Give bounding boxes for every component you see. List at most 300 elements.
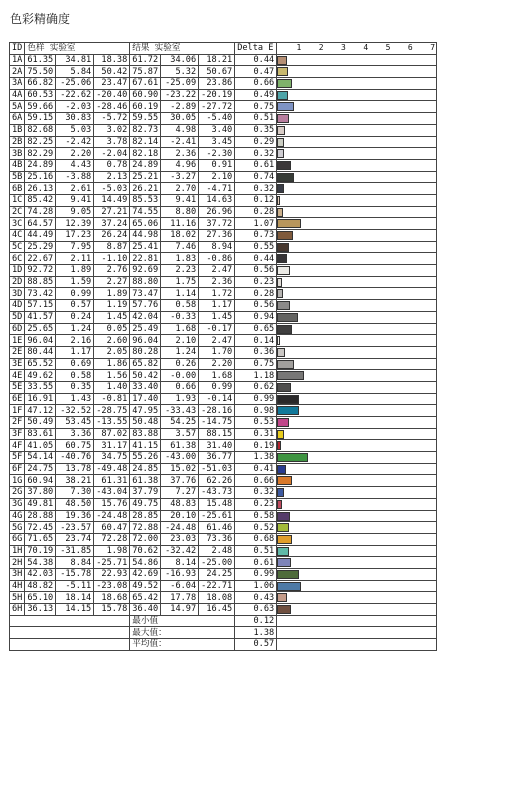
result-lab-a: -43.00 [161,452,199,464]
result-lab-l: 44.98 [130,230,161,242]
result-lab-l: 82.18 [130,148,161,160]
sample-lab-b: -0.81 [94,393,130,405]
row-id: 2G [10,487,25,499]
result-lab-a: 20.10 [161,510,199,522]
sample-lab-l: 65.52 [25,358,56,370]
delta-e-bar-cell [277,101,437,113]
delta-e-bar [277,208,283,217]
sample-lab-a: 4.43 [56,159,94,171]
result-lab-l: 49.75 [130,498,161,510]
result-lab-a: 1.75 [161,276,199,288]
delta-e-bar [277,371,303,380]
result-lab-a: 1.83 [161,253,199,265]
delta-e-value: 0.65 [235,323,277,335]
result-lab-b: 14.63 [199,194,235,206]
row-id: 6B [10,183,25,195]
delta-e-value: 0.12 [235,194,277,206]
result-lab-a: 61.38 [161,440,199,452]
delta-e-value: 0.28 [235,288,277,300]
axis-tick-6: 6 [407,43,413,52]
delta-e-bar-cell [277,592,437,604]
row-id: 1B [10,124,25,136]
delta-e-value: 0.61 [235,557,277,569]
sample-lab-a: 2.16 [56,335,94,347]
delta-e-bar [277,114,288,123]
delta-e-bar-cell [277,533,437,545]
sample-lab-a: 2.61 [56,183,94,195]
result-lab-l: 36.40 [130,604,161,616]
delta-e-bar [277,418,289,427]
result-lab-b: 23.86 [199,78,235,90]
sample-lab-b: 1.98 [94,545,130,557]
sample-lab-b: -1.10 [94,253,130,265]
sample-lab-a: 9.05 [56,206,94,218]
sample-lab-a: 1.89 [56,265,94,277]
table-row [10,300,437,312]
header-row [10,43,437,55]
table-row [10,183,437,195]
sample-lab-b: 18.68 [94,592,130,604]
header-sample: 色样 实验室 [25,43,130,55]
delta-e-bar [277,173,293,182]
table-row [10,510,437,522]
row-id: 6C [10,253,25,265]
sample-lab-b: -2.04 [94,148,130,160]
sample-lab-l: 65.10 [25,592,56,604]
result-lab-a: -0.00 [161,370,199,382]
sample-lab-b: 72.28 [94,533,130,545]
sample-lab-l: 25.65 [25,323,56,335]
delta-e-value: 1.38 [235,452,277,464]
sample-lab-l: 80.44 [25,346,56,358]
result-lab-b: 0.99 [199,381,235,393]
result-lab-b: 88.15 [199,428,235,440]
summary-blank [10,639,130,651]
result-lab-b: 0.91 [199,159,235,171]
table-row [10,159,437,171]
sample-lab-b: 2.13 [94,171,130,183]
result-lab-b: 37.72 [199,218,235,230]
delta-e-value: 0.36 [235,346,277,358]
delta-e-value: 0.19 [235,440,277,452]
table-row [10,206,437,218]
result-lab-l: 83.88 [130,428,161,440]
table-row [10,498,437,510]
sample-lab-a: 38.21 [56,475,94,487]
result-lab-a: 0.66 [161,381,199,393]
result-lab-l: 57.76 [130,300,161,312]
sample-lab-a: -25.06 [56,78,94,90]
result-lab-b: 3.40 [199,124,235,136]
result-lab-a: 34.06 [161,54,199,66]
sample-lab-a: 19.36 [56,510,94,522]
sample-lab-l: 41.05 [25,440,56,452]
sample-lab-a: 0.57 [56,300,94,312]
table-row [10,557,437,569]
result-lab-b: -22.71 [199,580,235,592]
sample-lab-a: 30.83 [56,113,94,125]
delta-e-bar-cell [277,370,437,382]
sample-lab-a: 3.36 [56,428,94,440]
sample-lab-a: -15.78 [56,568,94,580]
sample-lab-b: 2.76 [94,265,130,277]
sample-lab-a: 60.75 [56,440,94,452]
result-lab-b: 36.77 [199,452,235,464]
delta-e-bar-cell [277,463,437,475]
axis-tick-4: 4 [363,43,369,52]
row-id: 2E [10,346,25,358]
delta-e-bar [277,430,284,439]
delta-e-bar-cell [277,428,437,440]
row-id: 4H [10,580,25,592]
sample-lab-l: 96.04 [25,335,56,347]
result-lab-b: -4.71 [199,183,235,195]
delta-e-bar-cell [277,113,437,125]
table-row [10,440,437,452]
sample-lab-a: 1.17 [56,346,94,358]
result-lab-l: 65.06 [130,218,161,230]
result-lab-a: -16.93 [161,568,199,580]
sample-lab-a: -31.85 [56,545,94,557]
summary-row [10,639,437,651]
result-lab-l: 42.69 [130,568,161,580]
delta-e-value: 0.55 [235,241,277,253]
sample-lab-l: 59.15 [25,113,56,125]
sample-lab-l: 33.55 [25,381,56,393]
delta-e-bar-cell [277,136,437,148]
sample-lab-b: 1.40 [94,381,130,393]
result-lab-l: 60.90 [130,89,161,101]
delta-e-value: 0.32 [235,183,277,195]
summary-blank [10,627,130,639]
sample-lab-b: 22.93 [94,568,130,580]
result-lab-l: 37.79 [130,487,161,499]
summary-label: 最大值： [130,627,235,639]
result-lab-a: 17.78 [161,592,199,604]
result-lab-a: 11.16 [161,218,199,230]
row-id: 5C [10,241,25,253]
delta-e-bar [277,301,289,310]
table-row [10,311,437,323]
header-delta: Delta E [235,43,277,55]
result-lab-a: 37.76 [161,475,199,487]
delta-e-bar [277,582,301,591]
sample-lab-l: 49.81 [25,498,56,510]
table-row [10,113,437,125]
sample-lab-a: 2.20 [56,148,94,160]
delta-e-bar-cell [277,335,437,347]
result-lab-l: 72.88 [130,522,161,534]
delta-e-bar [277,184,284,193]
delta-e-value: 0.28 [235,206,277,218]
delta-e-bar-cell [277,417,437,429]
sample-lab-a: -23.57 [56,522,94,534]
result-lab-a: 0.26 [161,358,199,370]
delta-e-value: 0.52 [235,522,277,534]
table-row [10,89,437,101]
row-id: 2F [10,417,25,429]
delta-e-value: 0.75 [235,358,277,370]
delta-e-bar [277,196,280,205]
result-lab-a: 8.80 [161,206,199,218]
row-id: 2H [10,557,25,569]
table-row [10,101,437,113]
delta-e-bar [277,79,292,88]
sample-lab-l: 72.45 [25,522,56,534]
delta-e-bar [277,254,287,263]
axis-tick-3: 3 [341,43,346,52]
result-lab-l: 25.49 [130,323,161,335]
table-row [10,381,437,393]
result-lab-l: 42.04 [130,311,161,323]
row-id: 3A [10,78,25,90]
sample-lab-b: -5.72 [94,113,130,125]
row-id: 5H [10,592,25,604]
sample-lab-l: 74.28 [25,206,56,218]
result-lab-b: 1.68 [199,370,235,382]
summary-blank [10,615,130,627]
row-id: 6E [10,393,25,405]
delta-e-bar-cell [277,171,437,183]
result-lab-l: 80.28 [130,346,161,358]
result-lab-a: 1.24 [161,346,199,358]
result-lab-a: -24.48 [161,522,199,534]
sample-lab-l: 41.57 [25,311,56,323]
table-row [10,136,437,148]
sample-lab-l: 92.72 [25,265,56,277]
sample-lab-b: 1.89 [94,288,130,300]
delta-e-value: 0.32 [235,148,277,160]
row-id: 3G [10,498,25,510]
delta-e-bar [277,91,288,100]
row-id: 6F [10,463,25,475]
result-lab-b: -0.14 [199,393,235,405]
sample-lab-b: -28.75 [94,405,130,417]
result-lab-a: -6.04 [161,580,199,592]
table-row [10,241,437,253]
delta-e-value: 0.62 [235,381,277,393]
row-id: 6H [10,604,25,616]
sample-lab-l: 54.14 [25,452,56,464]
delta-e-value: 0.31 [235,428,277,440]
result-lab-b: 2.48 [199,545,235,557]
sample-lab-l: 48.82 [25,580,56,592]
sample-lab-a: 5.84 [56,66,94,78]
delta-e-bar-cell [277,405,437,417]
sample-lab-l: 57.15 [25,300,56,312]
result-lab-a: -3.27 [161,171,199,183]
table-row [10,475,437,487]
result-lab-l: 70.62 [130,545,161,557]
result-lab-b: 73.36 [199,533,235,545]
result-lab-l: 88.80 [130,276,161,288]
sample-lab-l: 54.38 [25,557,56,569]
sample-lab-b: 0.78 [94,159,130,171]
result-lab-l: 24.89 [130,159,161,171]
sample-lab-l: 71.65 [25,533,56,545]
sample-lab-l: 60.53 [25,89,56,101]
page-title: 色彩精确度 [10,12,71,26]
sample-lab-a: 12.39 [56,218,94,230]
row-id: 2C [10,206,25,218]
table-row [10,230,437,242]
delta-e-bar-cell [277,498,437,510]
sample-lab-b: 15.76 [94,498,130,510]
sample-lab-a: -2.03 [56,101,94,113]
result-lab-b: 2.10 [199,171,235,183]
result-lab-a: -23.22 [161,89,199,101]
table-row [10,171,437,183]
result-lab-l: 75.87 [130,66,161,78]
result-lab-a: 2.70 [161,183,199,195]
sample-lab-l: 36.13 [25,604,56,616]
result-lab-a: 5.32 [161,66,199,78]
result-lab-a: -2.41 [161,136,199,148]
delta-e-bar [277,138,283,147]
axis-header [277,43,437,55]
sample-lab-l: 22.67 [25,253,56,265]
result-lab-l: 65.82 [130,358,161,370]
row-id: 1D [10,265,25,277]
delta-e-bar-cell [277,194,437,206]
result-lab-b: -25.61 [199,510,235,522]
sample-lab-b: 8.87 [94,241,130,253]
row-id: 4E [10,370,25,382]
axis-tick-1: 1 [296,43,302,52]
delta-e-bar [277,289,283,298]
row-id: 5D [10,311,25,323]
sample-lab-a: 0.99 [56,288,94,300]
summary-value: 0.57 [235,639,277,651]
sample-lab-b: 50.42 [94,66,130,78]
delta-e-bar-cell [277,381,437,393]
delta-e-bar [277,161,291,170]
sample-lab-l: 64.57 [25,218,56,230]
delta-e-bar-cell [277,218,437,230]
delta-e-value: 0.56 [235,265,277,277]
delta-e-value: 0.41 [235,463,277,475]
result-lab-b: -51.03 [199,463,235,475]
delta-e-bar [277,348,285,357]
delta-e-bar-cell [277,580,437,592]
row-id: 3C [10,218,25,230]
table-row [10,487,437,499]
table-row [10,346,437,358]
delta-e-bar [277,102,294,111]
delta-e-bar-cell [277,510,437,522]
result-lab-b: 18.21 [199,54,235,66]
sample-lab-l: 73.42 [25,288,56,300]
sample-lab-l: 44.49 [25,230,56,242]
sample-lab-a: 14.15 [56,604,94,616]
sample-lab-a: 13.78 [56,463,94,475]
axis-tick-2: 2 [318,43,324,52]
table-row [10,218,437,230]
delta-e-value: 0.51 [235,113,277,125]
delta-e-value: 0.75 [235,101,277,113]
result-lab-b: 2.20 [199,358,235,370]
summary-row [10,627,437,639]
delta-e-bar [277,441,281,450]
result-lab-l: 49.52 [130,580,161,592]
delta-e-bar [277,570,299,579]
sample-lab-b: -24.48 [94,510,130,522]
delta-e-bar-cell [277,475,437,487]
sample-lab-a: 18.14 [56,592,94,604]
row-id: 3B [10,148,25,160]
result-lab-l: 54.86 [130,557,161,569]
sample-lab-b: 34.75 [94,452,130,464]
result-lab-b: -27.72 [199,101,235,113]
sample-lab-b: 18.38 [94,54,130,66]
sample-lab-a: 7.95 [56,241,94,253]
result-lab-l: 41.15 [130,440,161,452]
delta-e-bar-cell [277,230,437,242]
result-lab-l: 33.40 [130,381,161,393]
sample-lab-l: 16.91 [25,393,56,405]
table-row [10,592,437,604]
table-row [10,452,437,464]
sample-lab-l: 25.16 [25,171,56,183]
sample-lab-b: -43.04 [94,487,130,499]
delta-e-bar-cell [277,159,437,171]
table-row [10,323,437,335]
sample-lab-a: 1.59 [56,276,94,288]
summary-bar-blank [277,615,437,627]
sample-lab-b: 1.19 [94,300,130,312]
sample-lab-l: 66.82 [25,78,56,90]
sample-lab-l: 59.66 [25,101,56,113]
delta-e-bar-cell [277,346,437,358]
table-row [10,463,437,475]
result-lab-a: 8.14 [161,557,199,569]
table-row [10,370,437,382]
row-id: 4B [10,159,25,171]
table-row [10,335,437,347]
sample-lab-a: -40.76 [56,452,94,464]
delta-e-bar-cell [277,148,437,160]
table-row [10,393,437,405]
result-lab-a: 15.02 [161,463,199,475]
color-accuracy-table [9,42,437,651]
delta-e-bar [277,56,287,65]
sample-lab-l: 85.42 [25,194,56,206]
result-lab-l: 82.14 [130,136,161,148]
delta-e-bar [277,243,289,252]
result-lab-l: 24.85 [130,463,161,475]
row-id: 4A [10,89,25,101]
result-lab-a: 7.27 [161,487,199,499]
result-lab-b: -20.19 [199,89,235,101]
sample-lab-b: 2.27 [94,276,130,288]
table-row [10,522,437,534]
sample-lab-b: 15.78 [94,604,130,616]
delta-e-bar [277,406,299,415]
delta-e-bar [277,476,292,485]
delta-e-bar [277,558,291,567]
result-lab-b: 50.67 [199,66,235,78]
delta-e-value: 0.23 [235,276,277,288]
sample-lab-a: 23.74 [56,533,94,545]
delta-e-value: 1.07 [235,218,277,230]
delta-e-bar [277,547,288,556]
delta-e-bar [277,313,298,322]
sample-lab-b: -13.55 [94,417,130,429]
table-row [10,580,437,592]
delta-e-value: 0.35 [235,124,277,136]
row-id: 1E [10,335,25,347]
row-id: 4G [10,510,25,522]
